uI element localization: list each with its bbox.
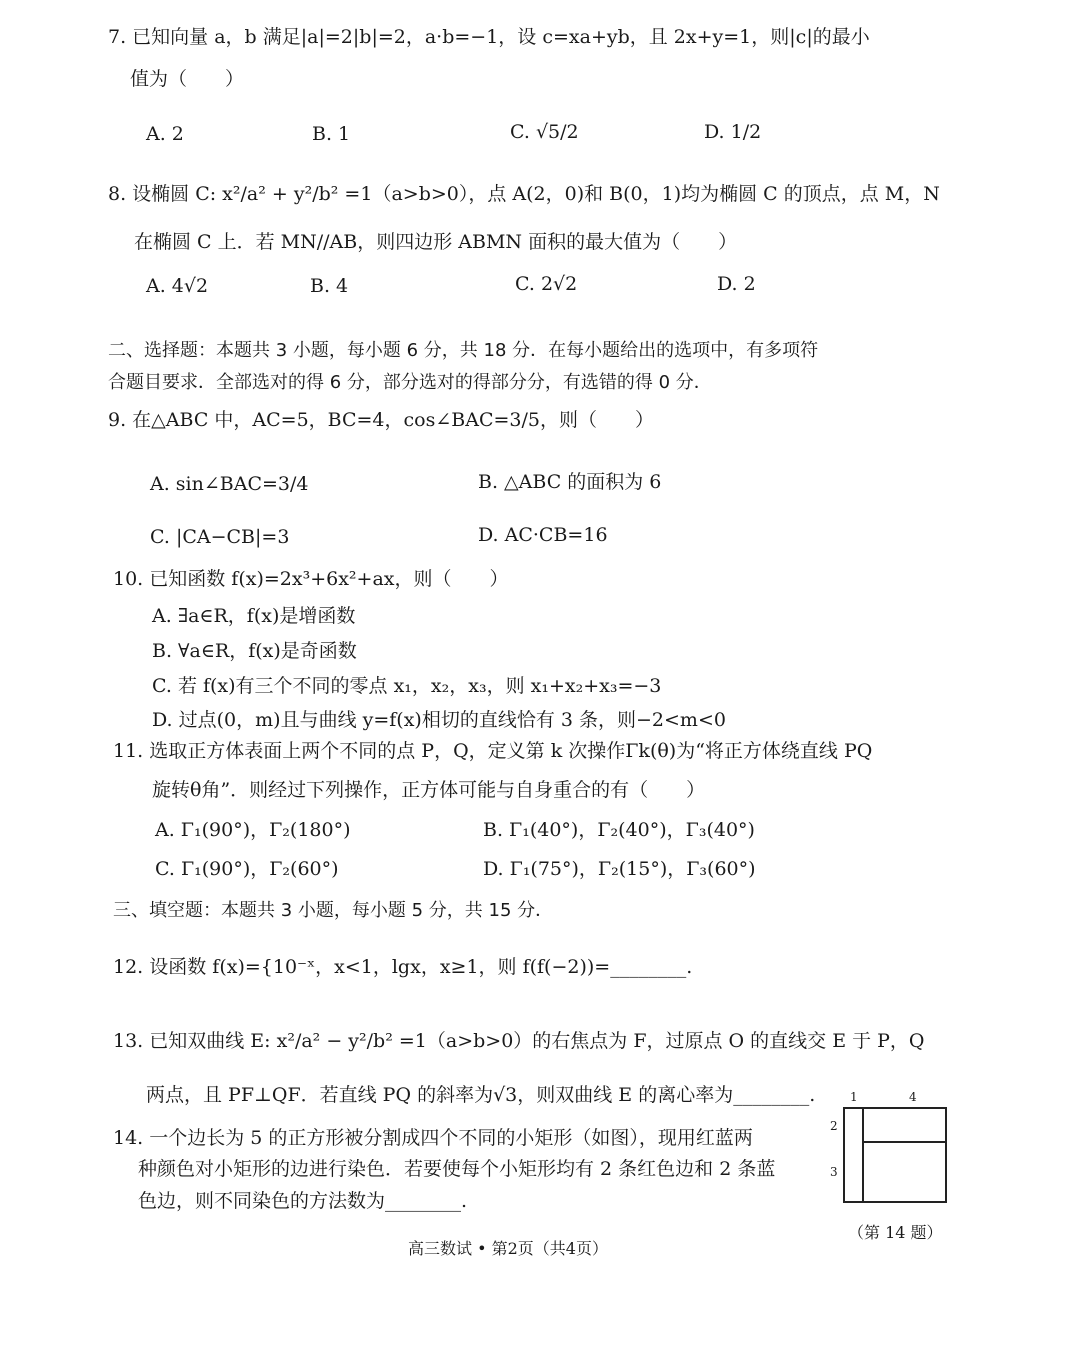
q8-stem-line2: 在椭圆 C 上．若 MN//AB，则四边形 ABMN 面积的最大值为（ ） (134, 231, 738, 253)
q12-stem: 12. 设函数 f(x)={10⁻ˣ，x<1，lgx，x≥1，则 f(f(−2))=________. (113, 956, 693, 978)
q8-option-a: A. 4√2 (146, 275, 209, 297)
q7-option-a: A. 2 (146, 123, 184, 145)
figure14-horizontal-divider (862, 1141, 947, 1143)
q8-stem-line1: 8. 设椭圆 C: x²/a² + y²/b² =1（a>b>0），点 A(2，0)和 B(0，1)均为椭圆 C 的顶点，点 M，N (108, 183, 940, 205)
q7-stem-line1: 7. 已知向量 a，b 满足|a|=2|b|=2，a·b=−1，设 c=xa+yb，且 2x+y=1，则|c|的最小 (108, 26, 870, 48)
q13-stem-line1: 13. 已知双曲线 E: x²/a² − y²/b² =1（a>b>0）的右焦点为 F，过原点 O 的直线交 E 于 P，Q (113, 1030, 925, 1052)
section2-heading-line2: 合题目要求．全部选对的得 6 分，部分选对的得部分分，有选错的得 0 分． (108, 372, 712, 393)
q11-option-c: C. Γ₁(90°)，Γ₂(60°) (155, 858, 339, 880)
q14-stem-line3: 色边，则不同染色的方法数为________. (138, 1190, 468, 1212)
q11-stem-line2: 旋转θ角”．则经过下列操作，正方体可能与自身重合的有（ ） (152, 779, 706, 801)
q10-option-a: A. ∃a∈R，f(x)是增函数 (152, 605, 356, 627)
q11-stem-line1: 11. 选取正方体表面上两个不同的点 P，Q，定义第 k 次操作Γk(θ)为“将正方体绕直线 PQ (113, 740, 873, 762)
figure14-vertical-divider (862, 1107, 864, 1203)
q14-stem-line2: 种颜色对小矩形的边进行染色．若要使每个小矩形均有 2 条红色边和 2 条蓝 (138, 1158, 776, 1180)
q11-option-a: A. Γ₁(90°)，Γ₂(180°) (155, 819, 351, 841)
q9-stem: 9. 在△ABC 中，AC=5，BC=4，cos∠BAC=3/5，则（ ） (108, 409, 654, 431)
q8-option-d: D. 2 (717, 273, 756, 295)
figure14-square (843, 1107, 947, 1203)
q10-option-b: B. ∀a∈R，f(x)是奇函数 (152, 640, 357, 662)
figure14-label-left-bottom: 3 (830, 1165, 838, 1179)
q7-option-c: C. √5/2 (510, 121, 579, 143)
figure14-label-left-top: 2 (830, 1119, 838, 1133)
q7-stem-line2: 值为（ ） (130, 68, 245, 90)
q11-option-d: D. Γ₁(75°)，Γ₂(15°)，Γ₃(60°) (483, 858, 756, 880)
q9-option-d: D. AC·CB=16 (478, 524, 608, 546)
q11-option-b: B. Γ₁(40°)，Γ₂(40°)，Γ₃(40°) (483, 819, 755, 841)
q10-option-c: C. 若 f(x)有三个不同的零点 x₁，x₂，x₃，则 x₁+x₂+x₃=−3 (152, 675, 662, 697)
q7-option-b: B. 1 (312, 123, 351, 145)
q9-option-b: B. △ABC 的面积为 6 (478, 471, 662, 493)
q9-option-a: A. sin∠BAC=3/4 (150, 473, 309, 495)
figure14-caption: （第 14 题） (848, 1223, 943, 1242)
section3-heading: 三、填空题：本题共 3 小题，每小题 5 分，共 15 分． (113, 900, 554, 921)
section2-heading-line1: 二、选择题：本题共 3 小题，每小题 6 分，共 18 分．在每小题给出的选项中，有多项符 (108, 340, 819, 361)
page-footer: 高三数试 • 第2页（共4页） (408, 1239, 608, 1258)
q10-stem: 10. 已知函数 f(x)=2x³+6x²+ax，则（ ） (113, 568, 509, 590)
q8-option-b: B. 4 (310, 275, 349, 297)
figure14-label-top-right: 4 (909, 1090, 917, 1104)
q14-stem-line1: 14. 一个边长为 5 的正方形被分割成四个不同的小矩形（如图），现用红蓝两 (113, 1127, 753, 1149)
q10-option-d: D. 过点(0，m)且与曲线 y=f(x)相切的直线恰有 3 条，则−2<m<0 (152, 709, 726, 731)
q7-option-d: D. 1/2 (704, 121, 762, 143)
figure14-label-top-left: 1 (850, 1090, 858, 1104)
q9-option-c: C. |CA−CB|=3 (150, 526, 290, 548)
q8-option-c: C. 2√2 (515, 273, 578, 295)
q13-stem-line2: 两点，且 PF⊥QF．若直线 PQ 的斜率为√3，则双曲线 E 的离心率为________. (146, 1084, 816, 1106)
